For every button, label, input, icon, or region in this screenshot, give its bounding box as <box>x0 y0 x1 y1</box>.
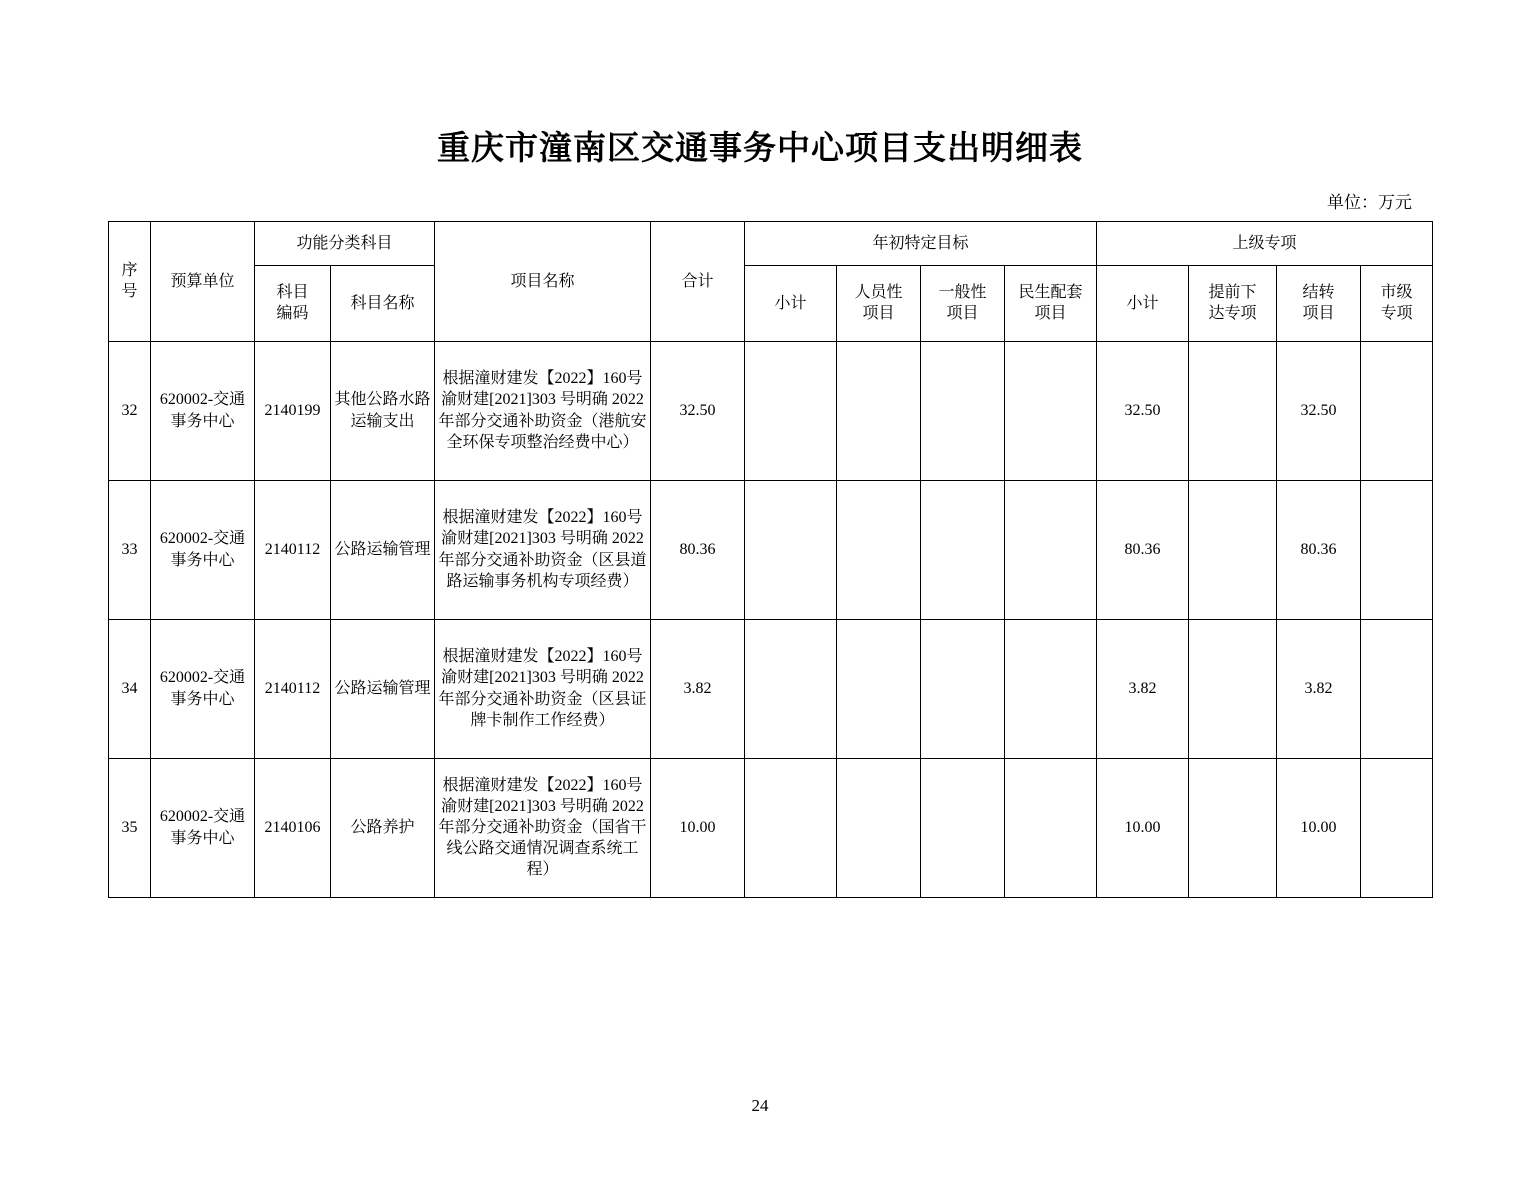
cell-subtotal-target <box>745 480 837 619</box>
cell-carryover: 10.00 <box>1277 758 1361 897</box>
cell-project-name: 根据潼财建发【2022】160号渝财建[2021]303 号明确 2022 年部分交通补助资金（区县道路运输事务机构专项经费） <box>435 480 651 619</box>
cell-personnel <box>837 480 921 619</box>
cell-subtotal-target <box>745 619 837 758</box>
cell-subject-name: 公路运输管理 <box>331 480 435 619</box>
col-header-livelihood-project <box>1005 265 1097 341</box>
col-header-city-special <box>1361 265 1433 341</box>
cell-general <box>921 619 1005 758</box>
cell-advance <box>1189 619 1277 758</box>
header-row-subs <box>109 265 1433 341</box>
col-header-seq-line1: 序 <box>121 261 138 279</box>
col-header-subject-code-line2: 编码 <box>276 305 309 323</box>
table-row <box>109 480 1433 619</box>
cell-project-name: 根据潼财建发【2022】160号渝财建[2021]303 号明确 2022 年部分交通补助资金（区县证牌卡制作工作经费） <box>435 619 651 758</box>
cell-subject-code: 2140106 <box>255 758 331 897</box>
cell-advance <box>1189 341 1277 480</box>
cell-subtotal-target <box>745 341 837 480</box>
unit-note: 单位：万元 <box>1327 192 1412 212</box>
cell-subtotal-special: 10.00 <box>1097 758 1189 897</box>
table-row <box>109 758 1433 897</box>
cell-personnel <box>837 619 921 758</box>
col-header-subject-code <box>255 265 331 341</box>
col-header-budget-unit: 预算单位 <box>151 221 255 341</box>
cell-subject-code: 2140112 <box>255 480 331 619</box>
cell-personnel <box>837 758 921 897</box>
cell-project-name: 根据潼财建发【2022】160号渝财建[2021]303 号明确 2022 年部分交通补助资金（港航安全环保专项整治经费中心） <box>435 341 651 480</box>
col-header-personnel-line1: 人员性 <box>854 283 903 301</box>
page-title: 重庆市潼南区交通事务中心项目支出明细表 <box>437 129 1083 166</box>
cell-carryover: 32.50 <box>1277 341 1361 480</box>
cell-livelihood <box>1005 758 1097 897</box>
col-header-subject-code-line1: 科目 <box>276 283 309 301</box>
cell-total: 80.36 <box>651 480 745 619</box>
cell-subject-code: 2140199 <box>255 341 331 480</box>
cell-general <box>921 480 1005 619</box>
col-header-general-project <box>921 265 1005 341</box>
table-container <box>0 221 1520 898</box>
table-header <box>109 221 1433 341</box>
cell-city <box>1361 619 1433 758</box>
table-row <box>109 619 1433 758</box>
cell-advance <box>1189 758 1277 897</box>
cell-project-name: 根据潼财建发【2022】160号渝财建[2021]303 号明确 2022 年部分交通补助资金（国省干线公路交通情况调查系统工程） <box>435 758 651 897</box>
cell-budget-unit: 620002-交通事务中心 <box>151 341 255 480</box>
col-header-function-category: 功能分类科目 <box>255 221 435 265</box>
cell-livelihood <box>1005 480 1097 619</box>
cell-subtotal-special: 3.82 <box>1097 619 1189 758</box>
cell-subject-name: 公路养护 <box>331 758 435 897</box>
col-header-city-line2: 专项 <box>1380 305 1413 323</box>
col-header-carryover-line2: 项目 <box>1302 305 1335 323</box>
cell-budget-unit: 620002-交通事务中心 <box>151 619 255 758</box>
cell-carryover: 80.36 <box>1277 480 1361 619</box>
col-header-subtotal-special: 小计 <box>1097 265 1189 341</box>
col-header-carryover-project <box>1277 265 1361 341</box>
cell-seq: 35 <box>109 758 151 897</box>
col-header-carryover-line1: 结转 <box>1302 283 1335 301</box>
col-header-advance-special <box>1189 265 1277 341</box>
cell-subtotal-target <box>745 758 837 897</box>
cell-total: 32.50 <box>651 341 745 480</box>
col-header-advance-line2: 达专项 <box>1208 305 1257 323</box>
cell-total: 10.00 <box>651 758 745 897</box>
cell-personnel <box>837 341 921 480</box>
col-header-livelihood-line1: 民生配套 <box>1018 283 1083 301</box>
cell-carryover: 3.82 <box>1277 619 1361 758</box>
cell-budget-unit: 620002-交通事务中心 <box>151 480 255 619</box>
col-header-subtotal-target: 小计 <box>745 265 837 341</box>
cell-general <box>921 758 1005 897</box>
col-header-livelihood-line2: 项目 <box>1034 305 1067 323</box>
col-header-seq-line2: 号 <box>121 283 138 301</box>
cell-advance <box>1189 480 1277 619</box>
cell-livelihood <box>1005 341 1097 480</box>
cell-total: 3.82 <box>651 619 745 758</box>
col-header-advance-line1: 提前下 <box>1208 283 1257 301</box>
cell-seq: 33 <box>109 480 151 619</box>
cell-livelihood <box>1005 619 1097 758</box>
col-header-subject-name: 科目名称 <box>331 265 435 341</box>
cell-budget-unit: 620002-交通事务中心 <box>151 758 255 897</box>
col-header-seq <box>109 221 151 341</box>
cell-subtotal-special: 80.36 <box>1097 480 1189 619</box>
cell-seq: 32 <box>109 341 151 480</box>
col-header-year-start-target: 年初特定目标 <box>745 221 1097 265</box>
cell-subject-name: 其他公路水路运输支出 <box>331 341 435 480</box>
cell-city <box>1361 758 1433 897</box>
header-row-groups <box>109 221 1433 265</box>
col-header-personnel-line2: 项目 <box>862 305 895 323</box>
cell-subtotal-special: 32.50 <box>1097 341 1189 480</box>
col-header-general-line1: 一般性 <box>938 283 987 301</box>
col-header-upper-special: 上级专项 <box>1097 221 1433 265</box>
table-row <box>109 341 1433 480</box>
cell-general <box>921 341 1005 480</box>
col-header-general-line2: 项目 <box>946 305 979 323</box>
document-page <box>0 128 1520 1202</box>
page-number: 24 <box>751 1096 769 1115</box>
col-header-project-name: 项目名称 <box>435 221 651 341</box>
table-body <box>109 341 1433 897</box>
cell-subject-code: 2140112 <box>255 619 331 758</box>
cell-city <box>1361 480 1433 619</box>
col-header-total: 合计 <box>651 221 745 341</box>
cell-city <box>1361 341 1433 480</box>
cell-seq: 34 <box>109 619 151 758</box>
cell-subject-name: 公路运输管理 <box>331 619 435 758</box>
col-header-personnel-project <box>837 265 921 341</box>
project-expenditure-table <box>108 221 1433 898</box>
col-header-city-line1: 市级 <box>1380 283 1413 301</box>
